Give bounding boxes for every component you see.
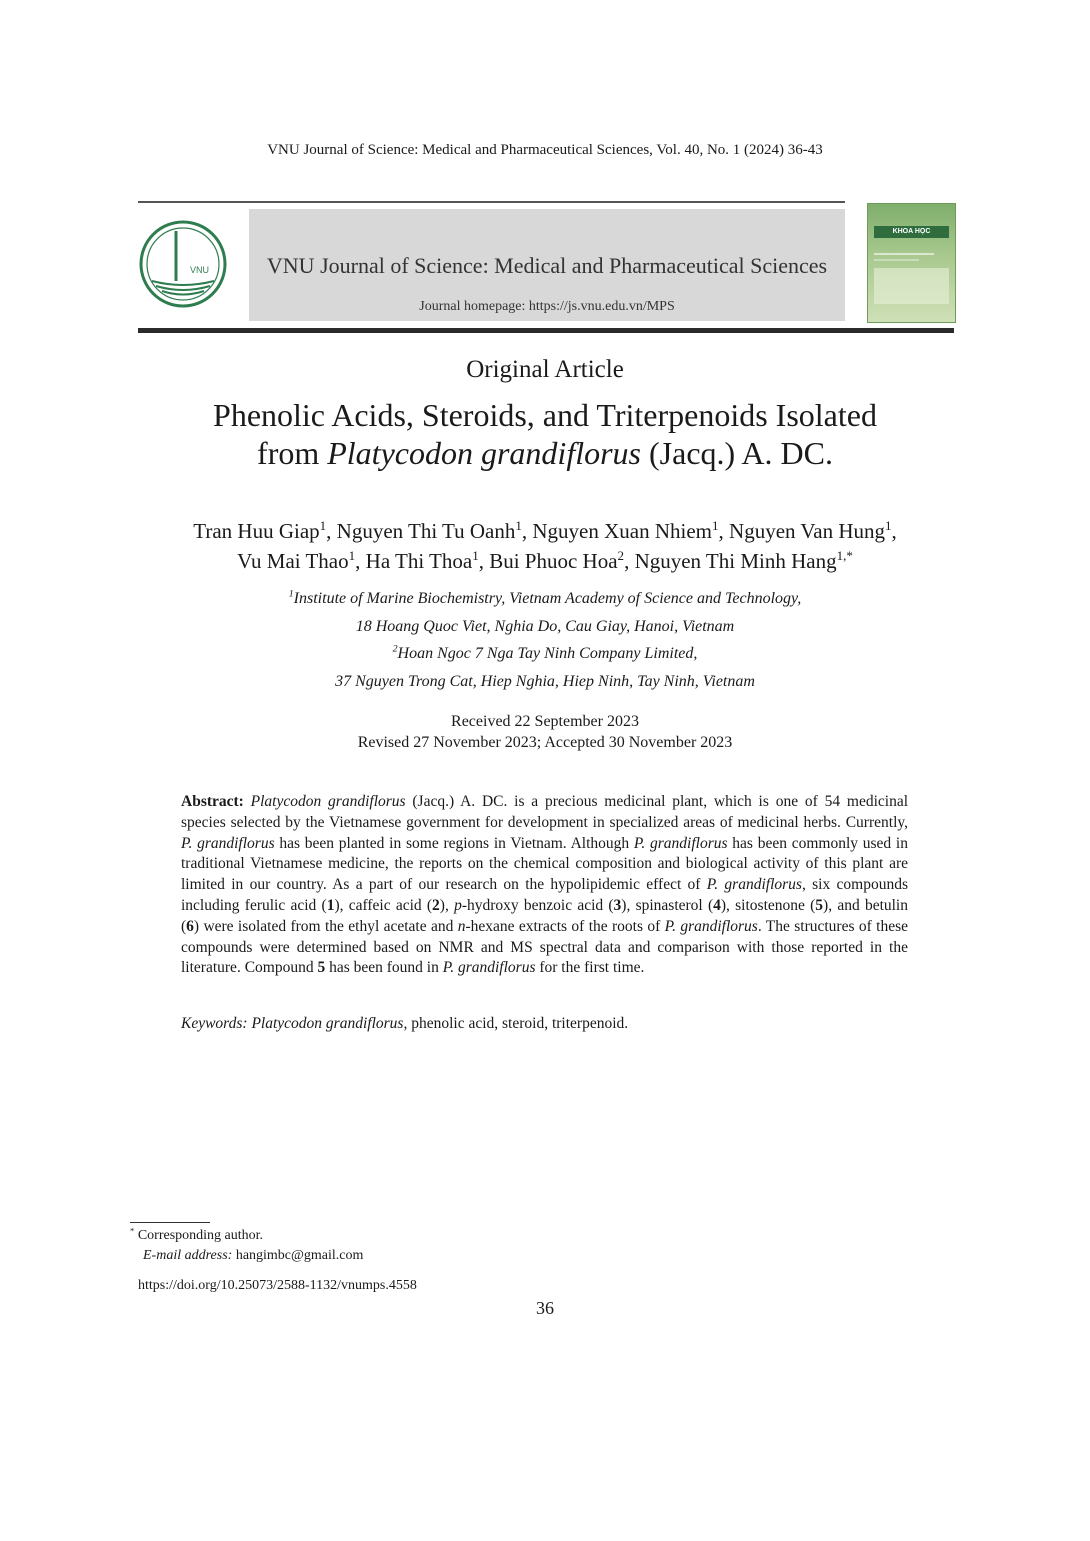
abstract-segment: n <box>457 917 466 935</box>
author-name: Nguyen Xuan Nhiem <box>532 519 713 543</box>
abstract-label: Abstract: <box>181 793 244 810</box>
page-number: 36 <box>536 1298 554 1318</box>
abstract-segment: 3 <box>613 896 622 914</box>
abstract-segment: , six compounds including ferulic acid ( <box>181 876 908 914</box>
banner-homepage: Journal homepage: https://js.vnu.edu.vn/MPS <box>419 299 675 314</box>
abstract-segment: (Jacq.) A. DC. is a precious medicinal plant, which is one of 54 medicinal species selected by the Vietnamese government for development in specialized areas of medicinal herbs. Currently, <box>181 793 909 831</box>
keywords: Keywords: Platycodon grandiflorus, phenolic acid, steroid, triterpenoid. <box>181 1015 629 1032</box>
abstract-segment: 1 <box>326 896 335 914</box>
logo-text: VNU <box>190 265 210 275</box>
abstract-segment: 5 <box>317 959 326 977</box>
title-line-1: Phenolic Acids, Steroids, and Triterpenoids Isolated <box>213 397 877 433</box>
abstract-segment: ), sitostenone ( <box>720 896 816 914</box>
authors-line-1: Tran Huu Giap$^1$, Nguyen Thi Tu Oanh$^1$, Nguyen Xuan Nhiem$^1$, Nguyen Van Hung$^1$, <box>193 518 897 543</box>
journal-banner <box>138 209 954 321</box>
cover-band-text: KHOA HỌC <box>874 226 949 238</box>
abstract-segment: . The structures of these compounds were determined based on NMR and MS spectral data and comparison with those reported in the literature. Compound <box>181 917 908 977</box>
author-name: Tran Huu Giap <box>193 519 320 543</box>
abstract-segment: -hexane extracts of the roots of <box>465 917 665 935</box>
abstract <box>181 792 908 979</box>
abstract-segment: 5 <box>815 896 824 914</box>
abstract-segment: ), and betulin ( <box>181 896 908 935</box>
article-type: Original Article <box>466 356 624 383</box>
abstract-segment: for the first time. <box>535 959 645 977</box>
affiliation-1-line-2: 18 Hoang Quoc Viet, Nghia Do, Cau Giay, Hanoi, Vietnam <box>355 618 735 635</box>
abstract-segment: P. grandiflorus <box>442 959 536 977</box>
footnote-rule <box>130 1222 210 1223</box>
author-name: Nguyen Thi Minh Hang <box>634 549 837 573</box>
abstract-segment: 6 <box>186 917 194 935</box>
affiliation-2-line-1: $^2$Hoan Ngoc 7 Nga Tay Ninh Company Limited, <box>392 643 698 662</box>
author-name: Bui Phuoc Hoa <box>489 549 618 573</box>
abstract-segment: ), caffeic acid ( <box>334 896 433 914</box>
abstract-segment: has been commonly used in traditional Vietnamese medicine, the reports on the chemical composition and biological activity of this plant are limited in our country. As a part of our research on the hypolipidemic effect of <box>181 834 908 894</box>
banner-journal-title: VNU Journal of Science: Medical and Pharmaceutical Sciences <box>266 253 828 278</box>
abstract-segment: 4 <box>713 896 721 914</box>
abstract-segment: P. grandiflorus <box>181 834 275 852</box>
abstract-segment: P. grandiflorus <box>664 917 758 935</box>
abstract-segment: p <box>454 896 462 914</box>
corresponding-footnote: * Corresponding author. <box>130 1225 264 1243</box>
author-list <box>0 516 1090 576</box>
abstract-segment: P. grandiflorus <box>633 834 728 852</box>
article-title <box>0 396 1090 472</box>
abstract-segment: has been planted in some regions in Vietnam. Although <box>274 834 634 852</box>
journal-cover-thumbnail <box>867 203 956 323</box>
abstract-segment: 2 <box>432 896 440 914</box>
author-name: Vu Mai Thao <box>237 549 349 573</box>
abstract-segment: -hydroxy benzoic acid ( <box>461 896 614 914</box>
doi-link[interactable]: https://doi.org/10.25073/2588-1132/vnumps.4558 <box>138 1278 417 1293</box>
cover-decoration-icon <box>874 248 949 308</box>
running-head: VNU Journal of Science: Medical and Pharmaceutical Sciences, Vol. 40, No. 1 (2024) 36-43 <box>267 142 823 158</box>
affiliation-1-line-1: $^1$Institute of Marine Biochemistry, Vietnam Academy of Science and Technology, <box>288 588 802 607</box>
received-date: Received 22 September 2023 <box>451 713 639 730</box>
author-name: Nguyen Van Hung <box>729 519 885 543</box>
header-thick-rule <box>138 328 954 333</box>
title-line-2: from Platycodon grandiflorus (Jacq.) A. DC. <box>257 435 833 471</box>
keywords-label: Keywords: <box>181 1015 248 1032</box>
affiliation-2-line-2: 37 Nguyen Trong Cat, Hiep Nghia, Hiep Ninh, Tay Ninh, Vietnam <box>335 673 755 690</box>
email-footnote: E-mail address: hangimbc@gmail.com <box>143 1248 364 1263</box>
abstract-segment: ), spinasterol ( <box>621 896 714 914</box>
abstract-segment <box>244 793 251 810</box>
email-address: hangimbc@gmail.com <box>232 1248 364 1263</box>
revised-accepted-date: Revised 27 November 2023; Accepted 30 November 2023 <box>357 734 733 751</box>
abstract-body <box>181 793 908 976</box>
author-name: Ha Thi Thoa <box>365 549 473 573</box>
abstract-segment: ), <box>439 896 455 914</box>
abstract-segment: P. grandiflorus <box>706 876 802 894</box>
vnu-logo-icon <box>138 219 228 309</box>
abstract-segment: Platycodon grandiflorus <box>250 793 406 810</box>
abstract-segment: has been found in <box>325 959 443 977</box>
abstract-segment: ) were isolated from the ethyl acetate and <box>193 917 458 935</box>
banner-top-rule <box>138 201 845 203</box>
authors-line-2: Vu Mai Thao$^1$, Ha Thi Thoa$^1$, Bui Phuoc Hoa$^2$, Nguyen Thi Minh Hang$^{1,*}$ <box>237 548 853 573</box>
banner-box <box>249 209 845 321</box>
author-name: Nguyen Thi Tu Oanh <box>336 519 516 543</box>
